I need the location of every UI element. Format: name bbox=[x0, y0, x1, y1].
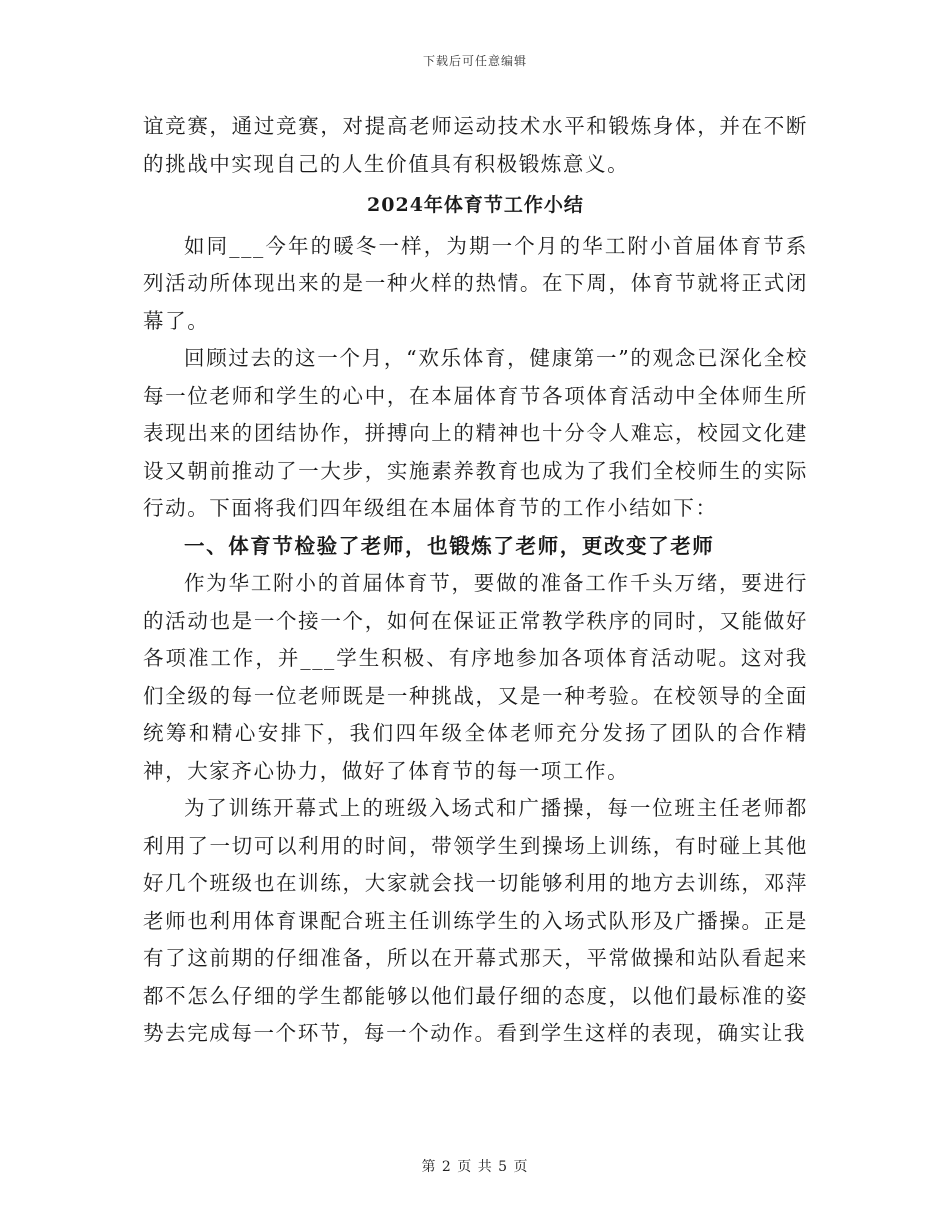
document-body bbox=[143, 108, 808, 1053]
page-header: 下载后可任意编辑 bbox=[422, 54, 527, 68]
paragraph-1: 如同___今年的暖冬一样，为期一个月的华工附小首届体育节系列活动所体现出来的是一种火样的热情。在下周，体育节就将正式闭幕了。 bbox=[143, 233, 808, 333]
intro-paragraph: 谊竞赛，通过竞赛，对提高老师运动技术水平和锻炼身体，并在不断的挑战中实现自己的人生价值具有积极锻炼意义。 bbox=[143, 114, 808, 176]
page-number: 第 2 页 共 5 页 bbox=[421, 1159, 529, 1175]
section-heading-1: 一、体育节检验了老师，也锻炼了老师，更改变了老师 bbox=[184, 533, 715, 558]
paragraph-2: 回顾过去的这一个月，“欢乐体育，健康第一”的观念已深化全校每一位老师和学生的心中，在本届体育节各项体育活动中全体师生所表现出来的团结协作，拼搏向上的精神也十分令人难忘，校园文化建设又朝前推动了一大步，实施素养教育也成为了我们全校师生的实际行动。下面将我们四年级组在本届体育节的工作小结如下： bbox=[143, 346, 808, 520]
paragraph-3: 作为华工附小的首届体育节，要做的准备工作千头万绪，要进行的活动也是一个接一个，如何在保证正常教学秩序的同时，又能做好各项准工作，并___学生积极、有序地参加各项体育活动呢。这对我们全级的每一位老师既是一种挑战，又是一种考验。在校领导的全面统筹和精心安排下，我们四年级全体老师充分发扬了团队的合作精神，大家齐心协力，做好了体育节的每一项工作。 bbox=[143, 571, 808, 783]
paragraph-4: 为了训练开幕式上的班级入场式和广播操，每一位班主任老师都利用了一切可以利用的时间，带领学生到操场上训练，有时碰上其他好几个班级也在训练，大家就会找一切能够利用的地方去训练，邓萍老师也利用体育课配合班主任训练学生的入场式队形及广播操。正是有了这前期的仔细准备，所以在开幕式那天，平常做操和站队看起来都不怎么仔细的学生都能够以他们最仔细的态度，以他们最标准的姿势去完成每一个环节，每一个动作。看到学生这样的表现，确实让我 bbox=[143, 796, 808, 1045]
document-title: 2024年体育节工作小结 bbox=[367, 194, 584, 216]
